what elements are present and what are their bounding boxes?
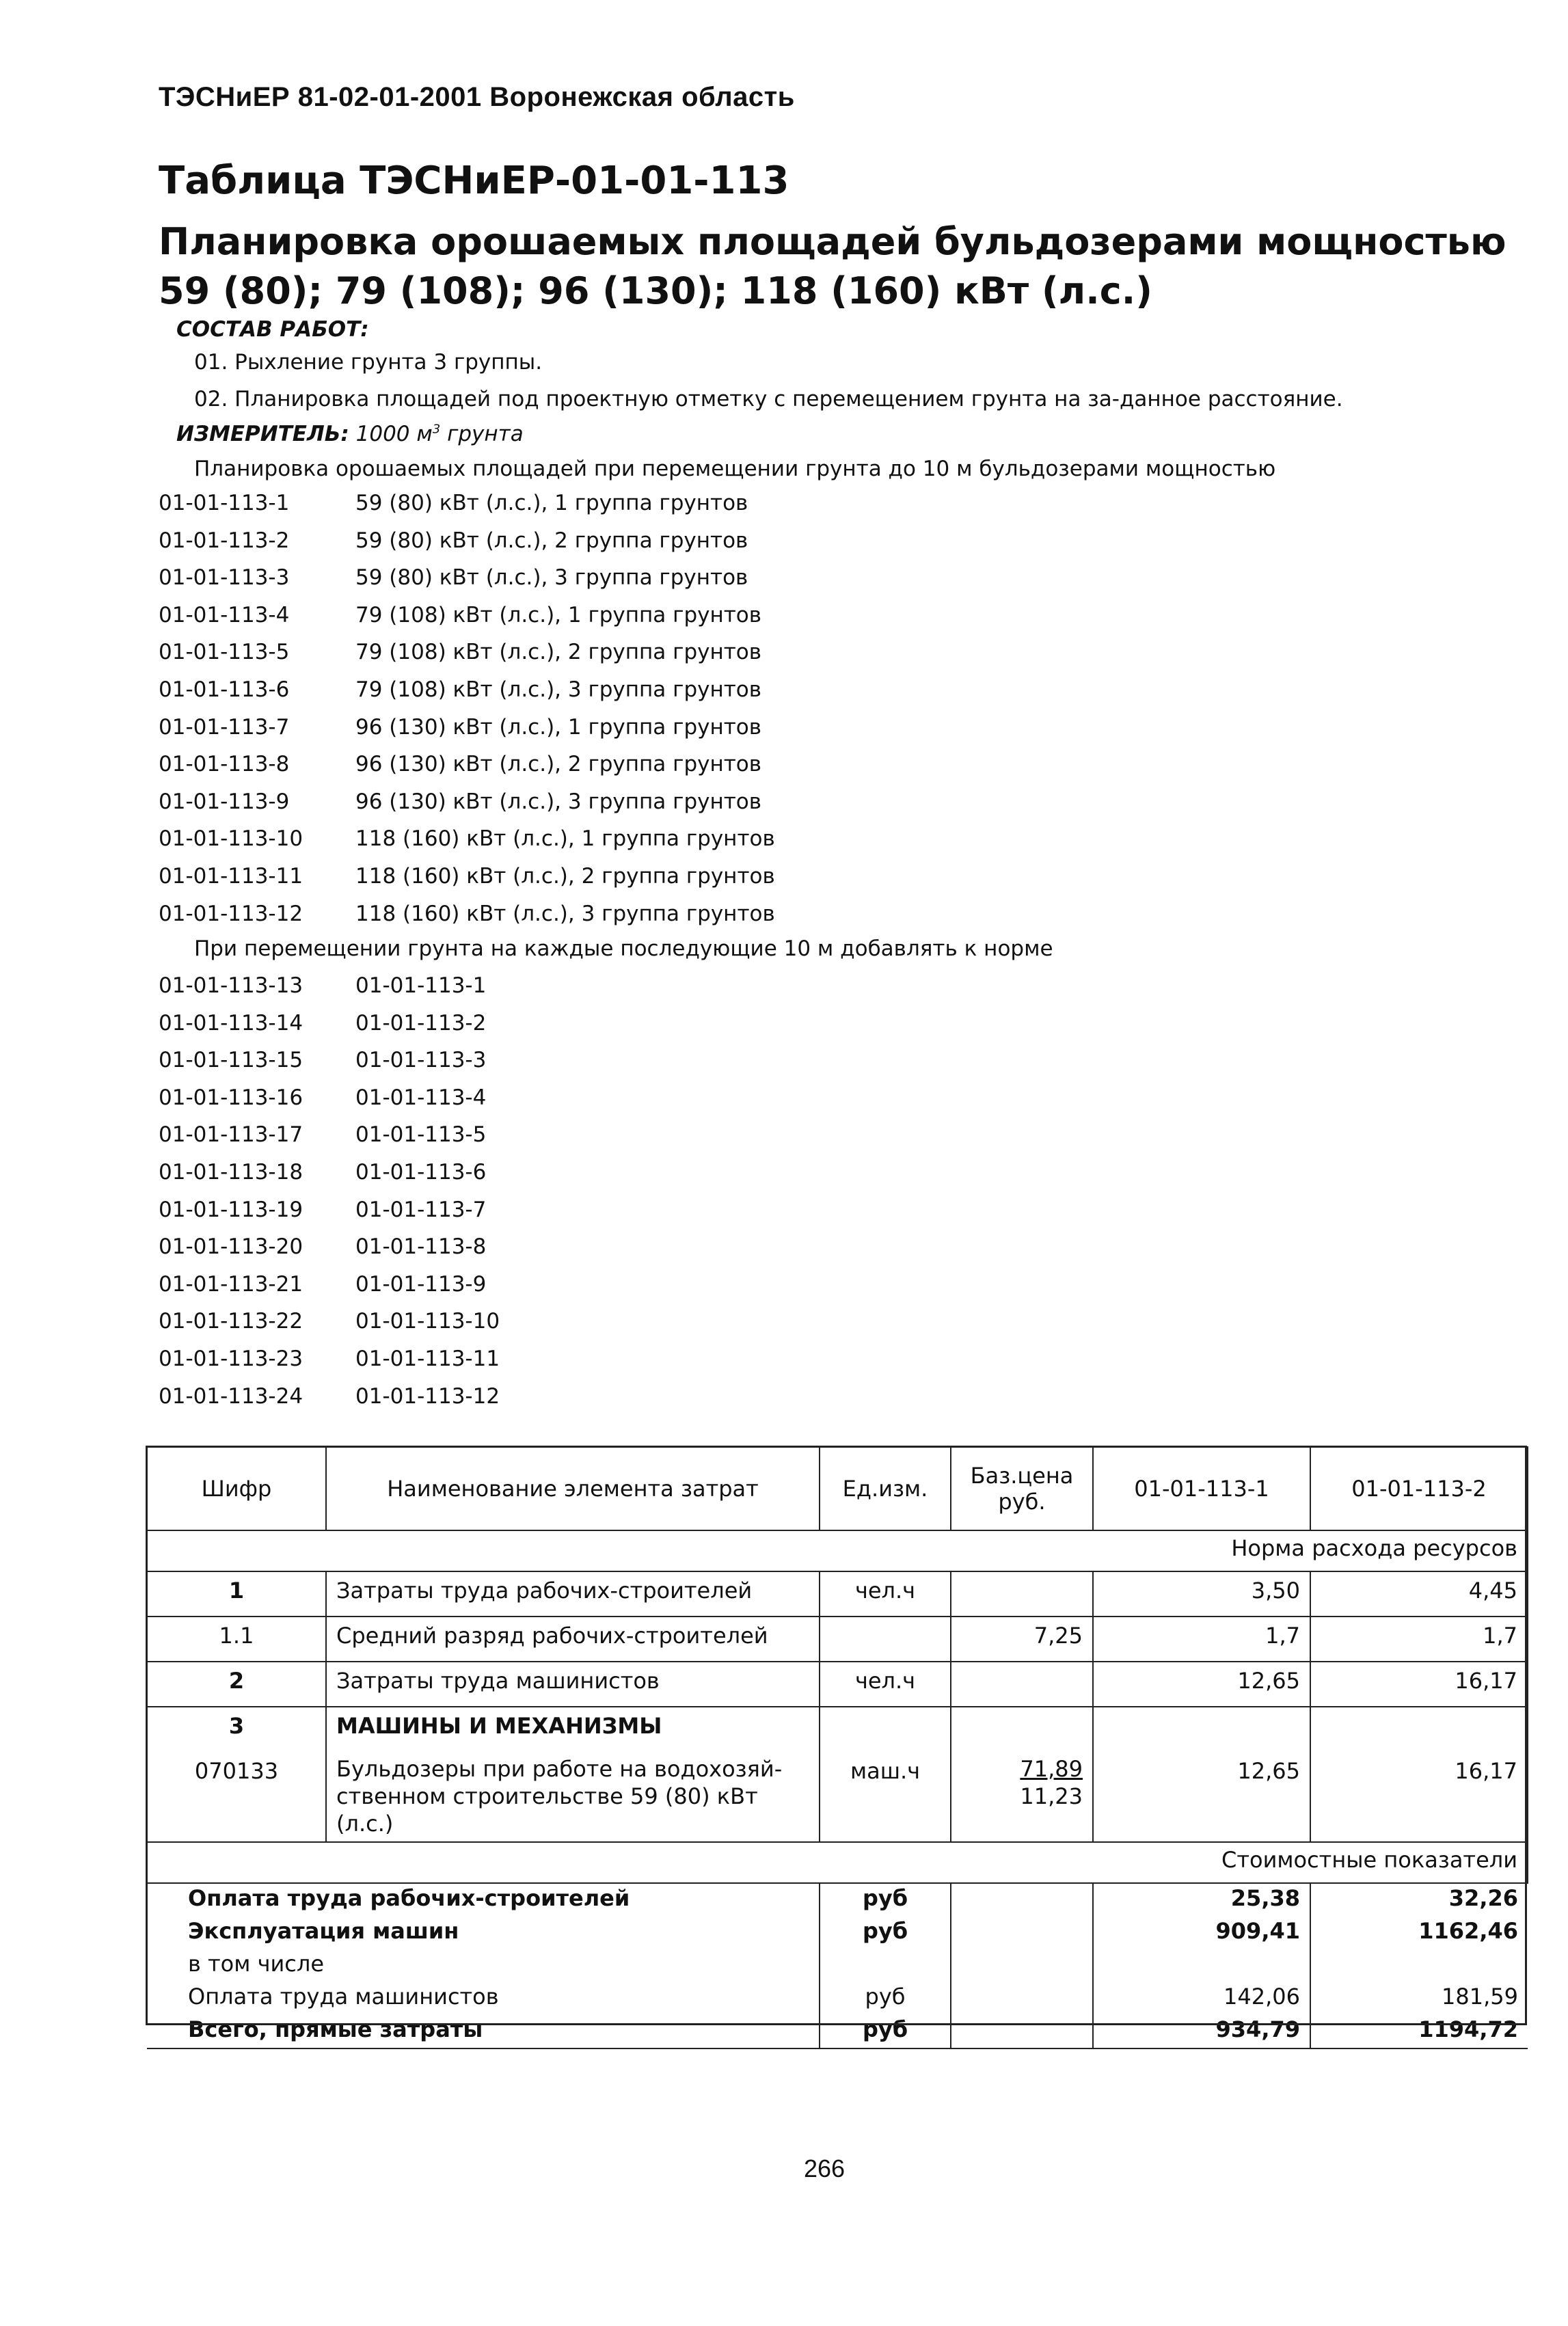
cost-name: в том числе [188,1951,324,1977]
cost-row [147,1917,1528,1949]
add-norm-reference: 01-01-113-6 [355,1160,487,1185]
machine-name-line1: Бульдозеры при работе на водохозяй- [336,1756,783,1782]
header-col2: 01-01-113-2 [1310,1447,1528,1530]
machine-price-top: 71,89 [1020,1756,1083,1782]
cost-unit: руб [820,1982,951,2015]
cost-row [147,1949,1528,1982]
cost-value-1: 909,41 [1093,1917,1310,1949]
composition-item-1: 01. Рыхление грунта 3 группы. [194,350,543,375]
header-price-line2: руб. [998,1489,1046,1515]
cost-name: Оплата труда машинистов [188,1984,499,2010]
cost-name: Эксплуатация машин [188,1918,459,1944]
cost-name: Оплата труда рабочих-строителей [188,1885,630,1911]
row-code: 2 [147,1662,326,1707]
resource-rows [147,1571,1528,1751]
norm-description: 59 (80) кВт (л.с.), 1 группа грунтов [355,491,748,515]
cost-value-2 [1310,1949,1528,1982]
table-header-row [147,1447,1528,1530]
add-norm-reference: 01-01-113-3 [355,1048,487,1073]
add-norm-reference: 01-01-113-5 [355,1122,487,1148]
norms-intro: Планировка орошаемых площадей при перемещении грунта до 10 м бульдозерами мощностью [194,457,1276,481]
meter-label: ИЗМЕРИТЕЛЬ: [176,422,349,446]
norm-description: 79 (108) кВт (л.с.), 3 группа грунтов [355,677,762,702]
cost-value-2: 181,59 [1310,1982,1528,2015]
header-price [951,1447,1093,1530]
machine-unit: маш.ч [820,1751,951,1842]
header-unit: Ед.изм. [820,1447,951,1530]
row-price: 7,25 [951,1617,1093,1662]
cost-value-2: 1162,46 [1310,1917,1528,1949]
add-norm-code: 01-01-113-13 [159,973,303,998]
table-row [147,1617,1528,1662]
machine-value-2: 16,17 [1310,1751,1528,1842]
add-norm-code: 01-01-113-21 [159,1271,303,1297]
table-row [147,1707,1528,1751]
section-cost-row [147,1842,1528,1883]
meter-line [176,422,524,446]
cost-price [951,2015,1093,2048]
section-norm-row [147,1530,1528,1571]
machine-code: 070133 [147,1751,326,1842]
add-norm-code: 01-01-113-18 [159,1160,303,1185]
cost-name: Всего, прямые затраты [147,2015,820,2048]
add-norm-reference: 01-01-113-9 [355,1271,487,1297]
row-unit [820,1707,951,1751]
header-col1: 01-01-113-1 [1093,1447,1310,1530]
row-unit: чел.ч [820,1571,951,1617]
row-name: Затраты труда рабочих-строителей [326,1571,820,1617]
norm-description: 59 (80) кВт (л.с.), 2 группа грунтов [355,528,748,553]
row-name: Средний разряд рабочих-строителей [326,1617,820,1662]
cost-value-1: 25,38 [1093,1883,1310,1917]
cost-unit: руб [820,1883,951,1917]
row-code: 1 [147,1571,326,1617]
cost-price [951,1949,1093,1982]
cost-row [147,2015,1528,2048]
table-name: Таблица ТЭСНиЕР-01-01-113 [159,159,789,203]
machine-name-line3: (л.с.) [336,1811,394,1837]
machine-name-line2: ственном строительстве 59 (80) кВт [336,1783,758,1809]
row-price [951,1707,1093,1751]
cost-value-1: 934,79 [1093,2015,1310,2048]
add-norm-code: 01-01-113-19 [159,1197,303,1222]
add-norm-code: 01-01-113-15 [159,1048,303,1073]
row-price [951,1662,1093,1707]
row-name: Затраты труда машинистов [326,1662,820,1707]
cost-row [147,1883,1528,1917]
norm-code: 01-01-113-4 [159,602,290,627]
document-header: ТЭСНиЕР 81-02-01-2001 Воронежская область [159,82,795,112]
meter-superscript: 3 [432,422,441,437]
add-norm-reference: 01-01-113-2 [355,1010,487,1036]
add-norm-reference: 01-01-113-8 [355,1234,487,1260]
norm-code: 01-01-113-2 [159,528,290,553]
row-value-1: 1,7 [1093,1617,1310,1662]
norm-description: 79 (108) кВт (л.с.), 2 группа грунтов [355,640,762,665]
norm-description: 96 (130) кВт (л.с.), 1 группа грунтов [355,714,762,740]
cost-row [147,1982,1528,2015]
norm-description: 79 (108) кВт (л.с.), 1 группа грунтов [355,602,762,627]
row-value-2: 1,7 [1310,1617,1528,1662]
norm-code: 01-01-113-7 [159,714,290,740]
row-value-1 [1093,1707,1310,1751]
row-name: МАШИНЫ И МЕХАНИЗМЫ [326,1707,820,1751]
add-norm-reference: 01-01-113-11 [355,1347,500,1371]
machine-row [147,1751,1528,1842]
composition-item-2: 02. Планировка площадей под проектную отметку с перемещением грунта на за-данное расстояние. [194,387,1343,411]
add-norm-code: 01-01-113-24 [159,1383,303,1409]
composition-label: СОСТАВ РАБОТ: [176,317,369,342]
norm-code: 01-01-113-9 [159,789,290,814]
machine-price-bottom: 11,23 [1020,1783,1083,1809]
norm-code: 01-01-113-10 [159,826,303,852]
row-price [951,1571,1093,1617]
add-norm-code: 01-01-113-16 [159,1085,303,1110]
add-norm-reference: 01-01-113-7 [355,1197,487,1222]
table-title: Планировка орошаемых площадей бульдозерами мощностью 59 (80); 79 (108); 96 (130); 118 (160) кВт (л.с.) [159,220,1506,312]
section-cost: Стоимостные показатели [147,1842,1528,1883]
table-row [147,1662,1528,1707]
add-norm-code: 01-01-113-14 [159,1010,303,1036]
norm-description: 59 (80) кВт (л.с.), 3 группа грунтов [355,565,748,591]
cost-unit: руб [820,2015,951,2048]
cost-value-2: 1194,72 [1310,2015,1528,2048]
norm-code: 01-01-113-11 [159,864,303,889]
norm-description: 96 (130) кВт (л.с.), 2 группа грунтов [355,752,762,777]
cost-price [951,1982,1093,2015]
row-value-2: 16,17 [1310,1662,1528,1707]
norm-code: 01-01-113-3 [159,565,290,591]
row-value-2 [1310,1707,1528,1751]
add-norm-code: 01-01-113-23 [159,1347,303,1371]
cost-unit: руб [820,1917,951,1949]
norm-description: 96 (130) кВт (л.с.), 3 группа грунтов [355,789,762,814]
add-norm-code: 01-01-113-17 [159,1122,303,1148]
add-note: При перемещении грунта на каждые последующие 10 м добавлять к норме [194,936,1053,961]
page-number: 266 [804,2154,846,2182]
cost-rows [147,1883,1528,2048]
row-unit [820,1617,951,1662]
norm-description: 118 (160) кВт (л.с.), 1 группа грунтов [355,826,775,852]
cost-unit [820,1949,951,1982]
row-unit: чел.ч [820,1662,951,1707]
add-norm-reference: 01-01-113-10 [355,1309,500,1334]
cost-value-1 [1093,1949,1310,1982]
norm-code: 01-01-113-12 [159,901,303,926]
meter-value: 1000 м [355,422,433,446]
norm-code: 01-01-113-6 [159,677,290,702]
header-name: Наименование элемента затрат [326,1447,820,1530]
row-code: 3 [147,1707,326,1751]
header-price-line1: Баз.цена [970,1463,1074,1489]
cost-value-1: 142,06 [1093,1982,1310,2015]
meter-unit: грунта [440,422,524,446]
norm-code: 01-01-113-5 [159,640,290,665]
add-norm-code: 01-01-113-22 [159,1309,303,1334]
norm-code: 01-01-113-1 [159,491,290,515]
header-code: Шифр [147,1447,326,1530]
add-norm-reference: 01-01-113-1 [355,973,487,998]
cost-price [951,1917,1093,1949]
machine-price [951,1751,1093,1842]
row-code: 1.1 [147,1617,326,1662]
section-norm: Норма расхода ресурсов [147,1530,1528,1571]
add-norm-reference: 01-01-113-4 [355,1085,487,1110]
machine-value-1: 12,65 [1093,1751,1310,1842]
row-value-1: 12,65 [1093,1662,1310,1707]
cost-value-2: 32,26 [1310,1883,1528,1917]
row-value-2: 4,45 [1310,1571,1528,1617]
norm-code: 01-01-113-8 [159,752,290,777]
cost-price [951,1883,1093,1917]
norm-description: 118 (160) кВт (л.с.), 2 группа грунтов [355,864,775,889]
add-norm-code: 01-01-113-20 [159,1234,303,1260]
table-row [147,1571,1528,1617]
norm-description: 118 (160) кВт (л.с.), 3 группа грунтов [355,901,775,926]
machine-name [326,1751,820,1842]
row-value-1: 3,50 [1093,1571,1310,1617]
resources-table [146,1446,1528,2049]
add-norm-reference: 01-01-113-12 [355,1383,500,1409]
